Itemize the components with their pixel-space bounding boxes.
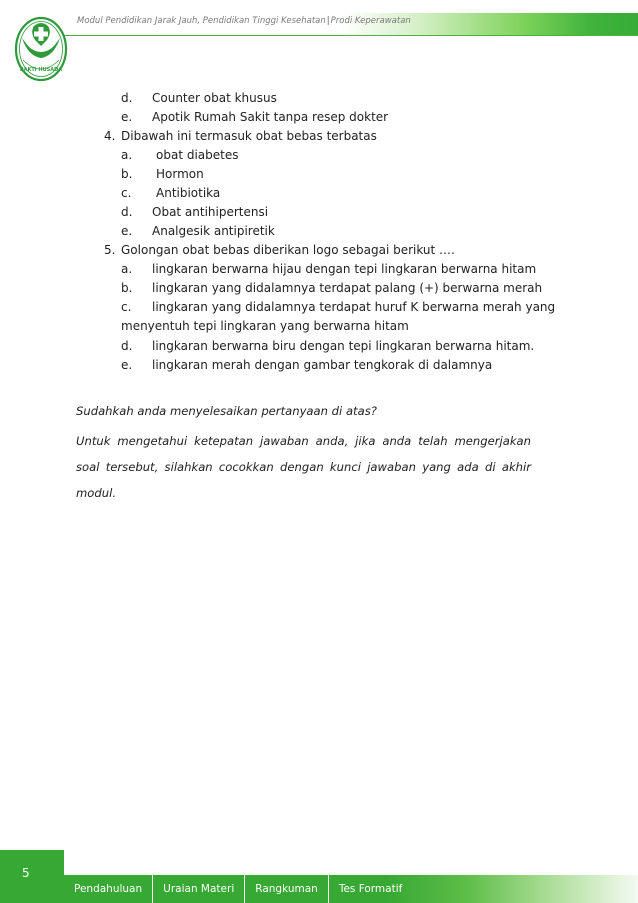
item-marker: b. (121, 167, 133, 181)
list-item (121, 166, 204, 182)
item-marker: a. (121, 262, 133, 276)
item-text: obat diabetes (156, 148, 239, 162)
question-text: Golongan obat bebas diberikan logo sebagai berikut …. (121, 243, 455, 257)
list-item (121, 147, 238, 163)
nav-uraian-materi[interactable]: Uraian Materi (163, 883, 235, 895)
list-item (121, 357, 492, 373)
item-text: lingkaran berwarna hijau dengan tepi lingkaran berwarna hitam (152, 262, 537, 276)
item-marker: d. (121, 205, 133, 219)
list-item (121, 280, 542, 296)
footer-nav (64, 875, 412, 903)
list-item (121, 338, 534, 354)
bakti-husada-logo-icon (14, 16, 68, 82)
list-item (121, 109, 388, 125)
nav-pendahuluan[interactable]: Pendahuluan (74, 883, 143, 895)
question-text: Dibawah ini termasuk obat bebas terbatas (121, 129, 377, 143)
item-marker: d. (121, 339, 133, 353)
page-number-box (0, 850, 64, 903)
item-marker: a. (121, 148, 133, 162)
item-text: lingkaran yang didalamnya terdapat huruf K berwarna merah yang (152, 300, 556, 314)
list-item (121, 185, 220, 201)
header-divider (64, 35, 638, 36)
running-header (77, 16, 411, 26)
question-item (104, 128, 377, 144)
item-text: lingkaran yang didalamnya terdapat palang (+) berwarna merah (152, 281, 543, 295)
item-marker: e. (121, 110, 133, 124)
nav-tes-formatif[interactable]: Tes Formatif (338, 883, 403, 895)
svg-text:BAKTI HUSADA: BAKTI HUSADA (19, 67, 63, 73)
list-item (121, 204, 268, 220)
item-text: Counter obat khusus (152, 91, 277, 105)
list-item (121, 90, 277, 106)
item-text: Analgesik antipiretik (152, 224, 275, 238)
item-text: lingkaran berwarna biru dengan tepi lingkaran berwarna hitam. (152, 339, 535, 353)
item-text: Apotik Rumah Sakit tanpa resep dokter (152, 110, 389, 124)
question-item (104, 242, 455, 258)
item-text: Hormon (156, 167, 204, 181)
item-marker: e. (121, 358, 133, 372)
header-title: Modul Pendidikan Jarak Jauh, Pendidikan Tinggi Kesehatan (77, 16, 326, 26)
closing-question: Sudahkah anda menyelesaikan pertanyaan di atas? (76, 404, 377, 418)
closing-instruction: Untuk mengetahui ketepatan jawaban anda, jika anda telah mengerjakan soal tersebut, silahkan cocokkan dengan kunci jawaban yang ada di akhir modul. (76, 434, 531, 500)
list-item (121, 223, 275, 239)
item-text: Antibiotika (156, 186, 221, 200)
question-number: 5. (104, 243, 116, 257)
item-marker: c. (121, 186, 132, 200)
page-number: 5 (22, 866, 30, 880)
item-text: lingkaran merah dengan gambar tengkorak di dalamnya (152, 358, 493, 372)
item-marker: e. (121, 224, 133, 238)
header-program: Prodi Keperawatan (330, 16, 411, 26)
item-text: Obat antihipertensi (152, 205, 269, 219)
nav-rangkuman[interactable]: Rangkuman (255, 883, 318, 895)
item-marker: c. (121, 300, 132, 314)
list-item (121, 299, 555, 315)
item-marker: b. (121, 281, 133, 295)
list-item (121, 261, 536, 277)
list-item-continuation: menyentuh tepi lingkaran yang berwarna hitam (121, 319, 409, 333)
header-separator: | (326, 16, 330, 26)
item-marker: d. (121, 91, 133, 105)
question-number: 4. (104, 129, 116, 143)
